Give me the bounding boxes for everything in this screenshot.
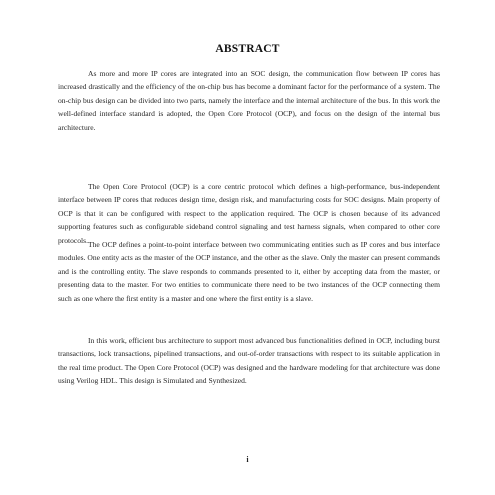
abstract-paragraph-3: The OCP defines a point-to-point interface between two communicating entities such as IP cores and bus interface modules. One entity acts as the master of the OCP instance, and the other as the slave. Only the master can present commands and is the controlling entity. The slave responds to commands presented to it, either by accepting data from the master, or presenting data to the master. For two entities to communicate there need to be two instances of the OCP connecting them such as one where the first entity is a master and one where the first entity is a slave. — [58, 240, 440, 303]
page-number: i — [246, 455, 249, 464]
abstract-title: ABSTRACT — [215, 43, 280, 55]
abstract-paragraph-4: In this work, efficient bus architecture to support most advanced bus functionalities defined in OCP, including burst transactions, lock transactions, pipelined transactions, and out-of-order transactions with respect to its suitable application in the real time product. The Open Core Protocol (OCP) was designed and the hardware modeling for that architecture was done using Verilog HDL. This design is Simulated and Synthesized. — [58, 336, 440, 386]
abstract-paragraph-2: The Open Core Protocol (OCP) is a core centric protocol which defines a high-performance, bus-independent interface between IP cores that reduces design time, design risk, and manufacturing costs for SOC designs. Main property of OCP is that it can be configured with respect to the application required. The OCP is chosen because of its advanced supporting features such as configurable sideband control signaling and test harness signals, when compared to other core protocols. — [58, 182, 440, 245]
abstract-paragraph-1: As more and more IP cores are integrated into an SOC design, the communication flow between IP cores has increased drastically and the efficiency of the on-chip bus has become a dominant factor for the performance of a system. The on-chip bus design can be divided into two parts, namely the interface and the internal architecture of the bus. In this work the well-defined interface standard is adopted, the Open Core Protocol (OCP), and focus on the design of the internal bus architecture. — [58, 69, 440, 132]
